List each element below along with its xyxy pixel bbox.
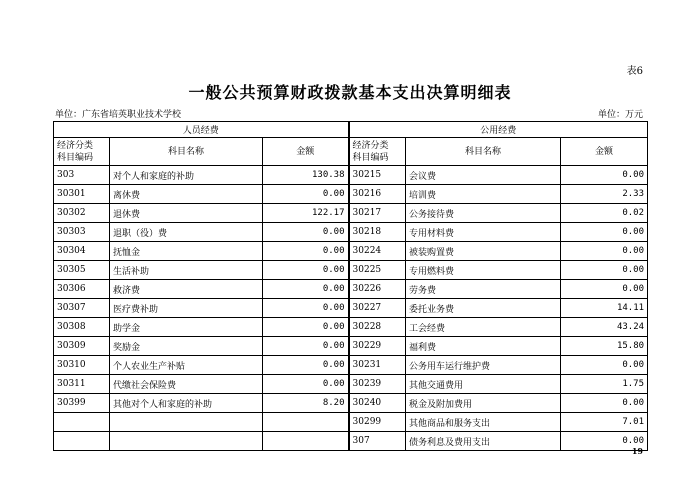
personnel-amount-cell bbox=[263, 432, 349, 451]
personnel-name-header: 科目名称 bbox=[110, 138, 263, 166]
personnel-amount-cell bbox=[263, 413, 349, 432]
public-code-cell: 30217 bbox=[349, 204, 406, 223]
personnel-code-cell: 30309 bbox=[54, 337, 110, 356]
personnel-code-cell: 303 bbox=[54, 166, 110, 185]
table-row bbox=[54, 394, 648, 413]
personnel-expense-header: 人员经费 bbox=[54, 122, 349, 138]
personnel-amount-cell: 0.00 bbox=[263, 375, 349, 394]
personnel-amount-cell: 0.00 bbox=[263, 299, 349, 318]
public-code-cell: 30215 bbox=[349, 166, 406, 185]
public-code-cell: 30239 bbox=[349, 375, 406, 394]
public-amount-cell: 0.00 bbox=[561, 261, 648, 280]
public-name-header: 科目名称 bbox=[406, 138, 561, 166]
personnel-amount-cell: 0.00 bbox=[263, 337, 349, 356]
personnel-code-cell: 30306 bbox=[54, 280, 110, 299]
public-amount-cell: 43.24 bbox=[561, 318, 648, 337]
public-code-cell: 30227 bbox=[349, 299, 406, 318]
public-name-cell: 委托业务费 bbox=[406, 299, 561, 318]
table-number: 表6 bbox=[626, 66, 643, 77]
public-amount-cell: 1.75 bbox=[561, 375, 648, 394]
table-row bbox=[54, 261, 648, 280]
personnel-name-cell: 退休费 bbox=[110, 204, 263, 223]
personnel-name-cell: 抚恤金 bbox=[110, 242, 263, 261]
personnel-name-cell: 代缴社会保险费 bbox=[110, 375, 263, 394]
table-row bbox=[54, 223, 648, 242]
table-row bbox=[54, 185, 648, 204]
personnel-code-header: 经济分类 科目编码 bbox=[54, 138, 110, 166]
public-amount-cell: 0.00 bbox=[561, 242, 648, 261]
public-amount-cell: 0.00 bbox=[561, 223, 648, 242]
public-code-cell: 30229 bbox=[349, 337, 406, 356]
table-row bbox=[54, 432, 648, 451]
personnel-code-cell: 30303 bbox=[54, 223, 110, 242]
personnel-amount-cell: 0.00 bbox=[263, 185, 349, 204]
table-body bbox=[54, 166, 648, 451]
public-code-cell: 30226 bbox=[349, 280, 406, 299]
public-name-cell: 专用材料费 bbox=[406, 223, 561, 242]
table-row bbox=[54, 337, 648, 356]
table-row bbox=[54, 242, 648, 261]
personnel-name-cell: 生活补助 bbox=[110, 261, 263, 280]
expenditure-table bbox=[53, 121, 648, 451]
personnel-code-cell: 30304 bbox=[54, 242, 110, 261]
public-name-cell: 福利费 bbox=[406, 337, 561, 356]
table-row bbox=[54, 166, 648, 185]
public-amount-cell: 0.00 bbox=[561, 394, 648, 413]
public-amount-header: 金额 bbox=[561, 138, 648, 166]
public-name-cell: 公务用车运行维护费 bbox=[406, 356, 561, 375]
personnel-amount-cell: 0.00 bbox=[263, 356, 349, 375]
public-amount-cell: 0.00 bbox=[561, 166, 648, 185]
public-name-cell: 其他交通费用 bbox=[406, 375, 561, 394]
personnel-name-cell bbox=[110, 413, 263, 432]
personnel-code-cell bbox=[54, 413, 110, 432]
public-name-cell: 会议费 bbox=[406, 166, 561, 185]
personnel-name-cell bbox=[110, 432, 263, 451]
table-row bbox=[54, 375, 648, 394]
page-title: 一般公共预算财政拨款基本支出决算明细表 bbox=[188, 83, 512, 102]
personnel-code-cell: 30302 bbox=[54, 204, 110, 223]
table-row bbox=[54, 318, 648, 337]
personnel-amount-cell: 0.00 bbox=[263, 261, 349, 280]
personnel-code-cell: 30399 bbox=[54, 394, 110, 413]
table-row bbox=[54, 413, 648, 432]
public-name-cell: 公务接待费 bbox=[406, 204, 561, 223]
public-code-cell: 30216 bbox=[349, 185, 406, 204]
public-amount-cell: 0.02 bbox=[561, 204, 648, 223]
personnel-name-cell: 助学金 bbox=[110, 318, 263, 337]
personnel-code-cell: 30308 bbox=[54, 318, 110, 337]
personnel-code-cell bbox=[54, 432, 110, 451]
personnel-code-cell: 30307 bbox=[54, 299, 110, 318]
public-code-header: 经济分类 科目编码 bbox=[349, 138, 406, 166]
currency-unit-label: 单位：万元 bbox=[597, 110, 643, 120]
public-amount-cell: 15.80 bbox=[561, 337, 648, 356]
public-code-cell: 30231 bbox=[349, 356, 406, 375]
table-row bbox=[54, 299, 648, 318]
personnel-code-cell: 30301 bbox=[54, 185, 110, 204]
page-number: 19 bbox=[631, 446, 643, 456]
public-name-cell: 工会经费 bbox=[406, 318, 561, 337]
public-name-cell: 税金及附加费用 bbox=[406, 394, 561, 413]
public-name-cell: 其他商品和服务支出 bbox=[406, 413, 561, 432]
public-code-cell: 30299 bbox=[349, 413, 406, 432]
public-amount-cell: 14.11 bbox=[561, 299, 648, 318]
personnel-name-cell: 离休费 bbox=[110, 185, 263, 204]
personnel-amount-cell: 130.38 bbox=[263, 166, 349, 185]
public-name-cell: 被装购置费 bbox=[406, 242, 561, 261]
personnel-amount-cell: 122.17 bbox=[263, 204, 349, 223]
personnel-amount-cell: 0.00 bbox=[263, 280, 349, 299]
public-code-cell: 30218 bbox=[349, 223, 406, 242]
personnel-name-cell: 救济费 bbox=[110, 280, 263, 299]
personnel-amount-cell: 0.00 bbox=[263, 223, 349, 242]
public-code-cell: 30228 bbox=[349, 318, 406, 337]
personnel-name-cell: 退职（役）费 bbox=[110, 223, 263, 242]
personnel-amount-header: 金额 bbox=[263, 138, 349, 166]
personnel-amount-cell: 0.00 bbox=[263, 242, 349, 261]
public-expense-header: 公用经费 bbox=[349, 122, 648, 138]
table-row bbox=[54, 280, 648, 299]
public-amount-cell: 0.00 bbox=[561, 280, 648, 299]
public-code-cell: 307 bbox=[349, 432, 406, 451]
public-name-cell: 培训费 bbox=[406, 185, 561, 204]
public-name-cell: 专用燃料费 bbox=[406, 261, 561, 280]
public-name-cell: 债务利息及费用支出 bbox=[406, 432, 561, 451]
table-row bbox=[54, 356, 648, 375]
table-row bbox=[54, 204, 648, 223]
public-name-cell: 劳务费 bbox=[406, 280, 561, 299]
personnel-name-cell: 个人农业生产补贴 bbox=[110, 356, 263, 375]
personnel-amount-cell: 8.20 bbox=[263, 394, 349, 413]
public-amount-cell: 7.01 bbox=[561, 413, 648, 432]
personnel-amount-cell: 0.00 bbox=[263, 318, 349, 337]
public-code-cell: 30240 bbox=[349, 394, 406, 413]
public-code-cell: 30225 bbox=[349, 261, 406, 280]
personnel-code-cell: 30310 bbox=[54, 356, 110, 375]
personnel-code-cell: 30311 bbox=[54, 375, 110, 394]
public-code-cell: 30224 bbox=[349, 242, 406, 261]
public-amount-cell: 2.33 bbox=[561, 185, 648, 204]
public-amount-cell: 0.00 bbox=[561, 432, 648, 451]
public-amount-cell: 0.00 bbox=[561, 356, 648, 375]
personnel-name-cell: 其他对个人和家庭的补助 bbox=[110, 394, 263, 413]
personnel-name-cell: 奖励金 bbox=[110, 337, 263, 356]
unit-label: 单位：广东省培英职业技术学校 bbox=[55, 110, 182, 120]
personnel-name-cell: 对个人和家庭的补助 bbox=[110, 166, 263, 185]
personnel-name-cell: 医疗费补助 bbox=[110, 299, 263, 318]
personnel-code-cell: 30305 bbox=[54, 261, 110, 280]
